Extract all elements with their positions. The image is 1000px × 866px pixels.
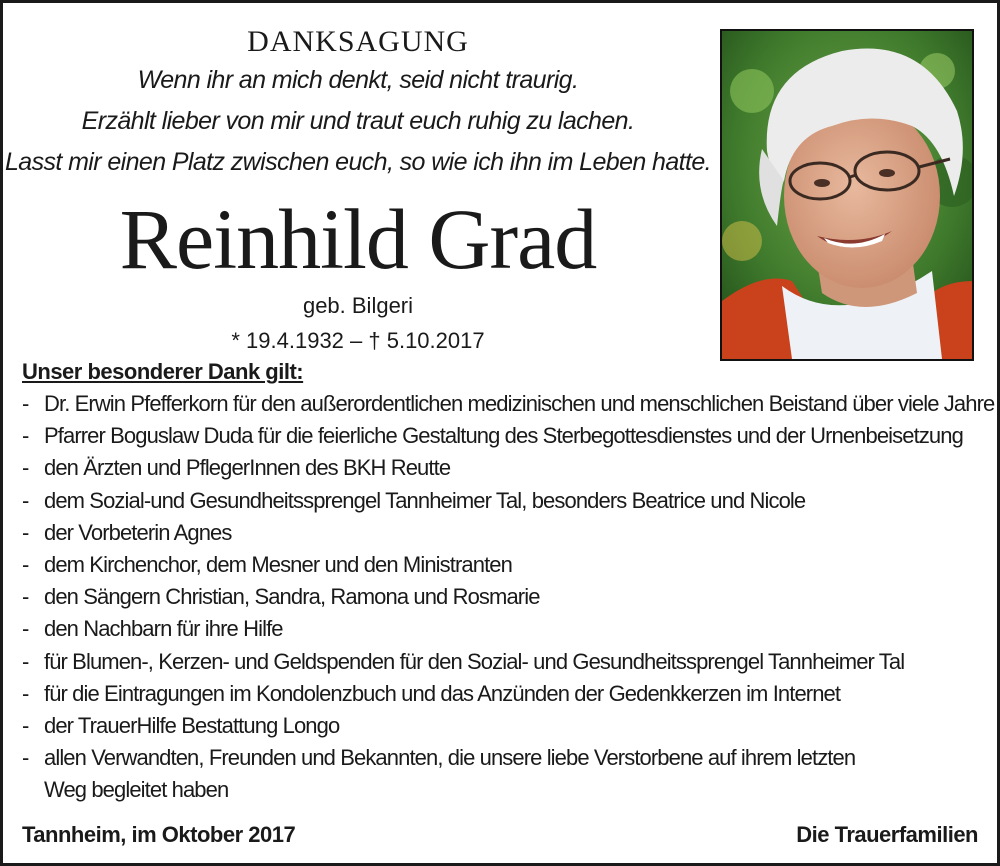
bullet-dash: - bbox=[22, 713, 29, 739]
bullet-dash: - bbox=[22, 680, 29, 706]
bullet-dash: - bbox=[22, 487, 29, 513]
list-item bbox=[22, 420, 982, 452]
place-date: Tannheim, im Oktober 2017 bbox=[22, 822, 296, 847]
list-item-text: für die Eintragungen im Kondolenzbuch und das Anzünden der Gedenkkerzen im Internet bbox=[44, 680, 841, 706]
list-item bbox=[22, 678, 982, 710]
list-item bbox=[22, 646, 982, 678]
life-dates: * 19.4.1932 – † 5.10.2017 bbox=[231, 328, 485, 353]
list-item-text: Dr. Erwin Pfefferkorn für den außerordentlichen medizinischen und menschlichen Beistand über viele Jahre bbox=[44, 391, 995, 416]
list-item bbox=[22, 742, 982, 806]
list-item-text: dem Sozial-und Gesundheitssprengel Tannheimer Tal, besonders Beatrice und Nicole bbox=[44, 487, 806, 513]
thanks-title: Unser besonderer Dank gilt: bbox=[22, 359, 304, 384]
poem-line: Wenn ihr an mich denkt, seid nicht traurig. bbox=[137, 66, 579, 94]
list-item-text: allen Verwandten, Freunden und Bekannten, die unsere liebe Verstorbene auf ihrem letzten bbox=[44, 745, 856, 771]
list-item bbox=[22, 613, 982, 645]
bullet-dash: - bbox=[22, 455, 29, 481]
list-item bbox=[22, 485, 982, 517]
list-item-text: für Blumen-, Kerzen- und Geldspenden für den Sozial- und Gesundheitssprengel Tannheimer Tal bbox=[44, 648, 905, 674]
list-item-text: der Vorbeterin Agnes bbox=[44, 519, 232, 545]
list-item-text: den Nachbarn für ihre Hilfe bbox=[44, 616, 283, 642]
notice-header bbox=[0, 24, 716, 361]
poem-line: Erzählt lieber von mir und traut euch ruhig zu lachen. bbox=[81, 107, 635, 135]
bullet-dash: - bbox=[22, 552, 29, 578]
maiden-name: geb. Bilgeri bbox=[302, 293, 414, 318]
thanks-list bbox=[22, 388, 995, 807]
bullet-dash: - bbox=[22, 423, 29, 449]
bullet-dash: - bbox=[22, 648, 29, 674]
list-item bbox=[22, 452, 982, 484]
list-item-text: den Ärzten und PflegerInnen des BKH Reutte bbox=[44, 455, 451, 481]
list-item bbox=[22, 388, 995, 420]
bullet-dash: - bbox=[22, 616, 29, 642]
bullet-dash: - bbox=[22, 584, 29, 610]
list-item bbox=[22, 710, 982, 742]
bullet-dash: - bbox=[22, 745, 29, 771]
list-item-text: der TrauerHilfe Bestattung Longo bbox=[44, 713, 340, 739]
list-item-text: den Sängern Christian, Sandra, Ramona und Rosmarie bbox=[44, 584, 540, 610]
deceased-name: Reinhild Grad bbox=[119, 191, 597, 287]
portrait-photo bbox=[720, 29, 974, 361]
list-item-text: dem Kirchenchor, dem Mesner und den Ministranten bbox=[44, 552, 512, 578]
poem-line: Lasst mir einen Platz zwischen euch, so wie ich ihn im Leben hatte. bbox=[4, 148, 712, 176]
poem bbox=[0, 60, 716, 183]
bullet-dash: - bbox=[22, 391, 29, 416]
list-item bbox=[22, 517, 982, 549]
list-item-text: Pfarrer Boguslaw Duda für die feierliche Gestaltung des Sterbegottesdienstes und der Urnenbeisetzung bbox=[44, 423, 963, 449]
list-item-text-continued: Weg begleitet haben bbox=[44, 777, 229, 803]
list-item bbox=[22, 549, 982, 581]
thanks-section bbox=[22, 356, 995, 807]
notice-heading: DANKSAGUNG bbox=[247, 25, 469, 58]
list-item bbox=[22, 581, 982, 613]
signature: Die Trauerfamilien bbox=[796, 822, 978, 847]
bullet-dash: - bbox=[22, 519, 29, 545]
